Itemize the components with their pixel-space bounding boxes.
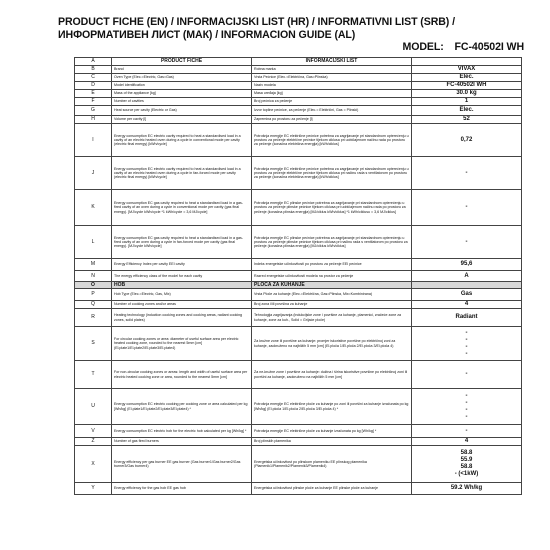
row-value: - [412, 157, 522, 190]
table-row [75, 301, 522, 309]
table-row [75, 483, 522, 495]
row-hr-text: Za kružne zone ili površine za kuhanje: promjer iskoristive površine po električnoj zoni za kuhanje, zaokruženo na najbližih 5 mm [cm] (El.ploča 1/El.ploča 2/El.ploča 3/El.ploča 4) [252, 327, 412, 361]
row-value: Radiant [412, 309, 522, 327]
row-hr-text: Vrsta Ploče za kuhanje (Elec.=Električna, Gas=Plinska, Mix=Kombinirana) [252, 289, 412, 301]
row-id: L [75, 226, 112, 259]
row-id: T [75, 361, 112, 389]
row-value: 4 [412, 301, 522, 309]
header-col-value [412, 58, 522, 66]
row-en-text: Mass of the appliance [kg] [112, 90, 252, 98]
row-hr-text: Za ne-kružne zone i površine za kuhanje: dužina i širina iskoristive površine po električnoj zoni ili površini za kuhanje, zaokruženo na najbližih 5 mm [cm] [252, 361, 412, 389]
row-en-text: Number of cooking zones and/or areas [112, 301, 252, 309]
table-header-row [75, 58, 522, 66]
row-en-text: For non-circular cooking zones or areas: length and width of useful surface area per electric heated cooking zone or area, rounded to the nearest 5mm [cm] [112, 361, 252, 389]
table-row [75, 271, 522, 282]
table-row [75, 66, 522, 74]
row-en-text: Heat source per cavity (Electric or Gas) [112, 106, 252, 116]
row-value: Gas [412, 289, 522, 301]
row-value: 4 [412, 438, 522, 446]
row-id: R [75, 309, 112, 327]
table-row [75, 106, 522, 116]
table-row [75, 425, 522, 438]
row-value [412, 282, 522, 289]
table-row [75, 98, 522, 106]
row-id: Q [75, 301, 112, 309]
table-row [75, 438, 522, 446]
row-value: - [412, 190, 522, 226]
row-en-text: Oven Type (Elec.=Electric, Gas=Gas) [112, 74, 252, 82]
table-row [75, 282, 522, 289]
table-row [75, 190, 522, 226]
row-hr-text: Tehnologija zagrijavanja (indukcijske zone i površine za kuhanje, plamenici, zračeće zone za kuhanje, zone za kuh., Solid = Grijaće ploče) [252, 309, 412, 327]
table-row [75, 116, 522, 124]
row-en-text: Energy efficiency per gas burner EE gas burner (Gas burner1/Gas burner2/Gas burner3/Gas burner4) [112, 446, 252, 483]
row-hr-text: Potrošnja energije EC plinske pećnice potrebna za zagrijavanje pri standardnom opterećenju u prostoru za pečenje plinske pećnice tijekom ciklusa pri uobičajenom načinu rada po prostoru za pečenje (konačna plinska energija) [MJ/ciklus kWh/ciklus] *1 kWh/ciklusu = 3,6 MJ/ciklus] [252, 190, 412, 226]
row-id: N [75, 271, 112, 282]
row-id: J [75, 157, 112, 190]
row-id: Y [75, 483, 112, 495]
row-en-text: Model identification [112, 82, 252, 90]
row-en-text: Number of cavities [112, 98, 252, 106]
row-id: X [75, 446, 112, 483]
row-value: 95,6 [412, 259, 522, 271]
row-value: VIVAX [412, 66, 522, 74]
row-value: - [412, 226, 522, 259]
row-en-text: Energy Efficiency Index per cavity EEI cavity [112, 259, 252, 271]
row-value: - [412, 425, 522, 438]
header-col-hr: INFORMACIJSKI LIST [252, 58, 412, 66]
table-row [75, 90, 522, 98]
row-hr-text: PLOČA ZA KUHANJE [252, 282, 412, 289]
row-en-text: Hob Type (Elec.=Electric, Gas, Mix) [112, 289, 252, 301]
row-hr-text: Potrošnja energije EC električne ploče za kuhanje po zoni ili površini za kuhanje izračunata po kg [Wh/kg] (El.ploča 1/El.ploča 2/El.ploča 3/El.ploča 4) * [252, 389, 412, 425]
header-title-line1: PRODUCT FICHE (EN) / INFORMACIJSKI LIST (HR) / INFORMATIVNI LIST (SRB) / [58, 16, 455, 28]
row-value: 59.2 Wh/kg [412, 483, 522, 495]
row-value: 1 [412, 98, 522, 106]
table-row [75, 446, 522, 483]
row-value: A [412, 271, 522, 282]
row-hr-text: Robna marka [252, 66, 412, 74]
row-id: Z [75, 438, 112, 446]
row-id: V [75, 425, 112, 438]
row-en-text: Energy efficiency for the gas hob EE gas hob [112, 483, 252, 495]
row-en-text: Energy consumption EC electric cooking per cooking zone or area calculated per kg [Wh/kg] (El.plate1/El.plate2/El.plate3/El.plate4) * [112, 389, 252, 425]
row-id: K [75, 190, 112, 226]
row-hr-text: Masa uređaja [kg] [252, 90, 412, 98]
row-id: E [75, 90, 112, 98]
row-id: G [75, 106, 112, 116]
table-row [75, 389, 522, 425]
row-hr-text: Naziv modela [252, 82, 412, 90]
row-id: M [75, 259, 112, 271]
table-row [75, 309, 522, 327]
row-hr-text: Izvor topline pećnice, za pečenje (Elec.= Električni, Gas = Plinski) [252, 106, 412, 116]
row-value: - - - - [412, 389, 522, 425]
row-hr-text: Broj pećnica za pečenje [252, 98, 412, 106]
product-fiche-table [74, 57, 522, 495]
row-id: D [75, 82, 112, 90]
row-value: 0,72 [412, 124, 522, 157]
row-value: 30.0 kg [412, 90, 522, 98]
row-en-text: Number of gas fired burners [112, 438, 252, 446]
row-en-text: Energy consumption EC electric hob for the electric hob calculated per kg [Wh/kg] * [112, 425, 252, 438]
row-id: I [75, 124, 112, 157]
row-hr-text: Potrošnja energije EC plinske pećnice potrebna za zagrijavanje pri standardnom opterećenju u prostoru za pečenje plinske pećnice tijekom ciklusa pri načinu rada s ventilatorom po prostoru za pečenje (konačna plinska energija) [MJ/ciklus kWh/ciklus] [252, 226, 412, 259]
row-en-text: Heating technology (induction cooking zones and cooking areas, radiant cooking zones, solid plates) [112, 309, 252, 327]
row-id: H [75, 116, 112, 124]
row-en-text: Energy consumption EC gas cavity required to heat a standardised load in a gas-fired cavity of an oven during a cycle in conventional mode per cavity (gas final energy). [MJ/cycle kWh/cycle *1 kWh/cycle = 3,6 MJ/cycle] [112, 190, 252, 226]
table-row [75, 226, 522, 259]
row-hr-text: Potrošnja energije EC električne pećnice potrebna za zagrijavanje pri standardnom opterećenju u prostoru za pečenje električne pećnice tijekom ciklusa pri načinu rada s ventilatorom po prostoru za pečenje (konačna električna energija) [kWh/ciklus] [252, 157, 412, 190]
document-header [58, 16, 528, 54]
row-id: U [75, 389, 112, 425]
row-id: S [75, 327, 112, 361]
row-en-text: Energy consumption EC gas cavity required to heat a standardised load in a gas-fired cavity of an oven during a cycle in fan-forced mode per cavity (gas final energy). [MJ/cycle kWh/cycle] [112, 226, 252, 259]
model-line [58, 41, 528, 54]
row-value: - - - - [412, 327, 522, 361]
row-en-text: Volume per cavity [l] [112, 116, 252, 124]
table-row [75, 157, 522, 190]
model-label: MODEL: [402, 41, 444, 54]
row-hr-text: Broj zona i/ili površina za kuhanje [252, 301, 412, 309]
row-value: 52 [412, 116, 522, 124]
row-hr-text: Razred energetske učinkovitosti modela na prostor za pečenje [252, 271, 412, 282]
row-en-text: For circular cooking zones or area: diameter of useful surface area per electric heated cooking zone, rounded to the nearest 5mm [cm] (El.plate1/El.plate2/El.plate3/El.plate4) [112, 327, 252, 361]
row-id: B [75, 66, 112, 74]
table-row [75, 259, 522, 271]
row-id: O [75, 282, 112, 289]
row-value: Elec. [412, 106, 522, 116]
model-value: FC-40502I WH [454, 41, 524, 54]
row-en-text: Energy consumption EC electric cavity required to heat a standardised load in a cavity of an electric heated oven during a cycle in conventional mode per cavity (electric final energy) [kWh/cycle] [112, 124, 252, 157]
row-hr-text: Potrošnja energije EC električne pećnice potrebna za zagrijavanje pri standardnom opterećenju u prostoru za pečenje električne pećnice tijekom ciklusa pri uobičajenom načinu rada po prostoru za pečenje (konačna električna energija) [kWh/ciklus] [252, 124, 412, 157]
row-hr-text: Zapremina po prostoru za pečenje [l] [252, 116, 412, 124]
table-row [75, 82, 522, 90]
header-col-id: A [75, 58, 112, 66]
row-hr-text: Broj plinskih plamenika [252, 438, 412, 446]
table-row [75, 361, 522, 389]
row-hr-text: Potrošnja energije EC električne ploče za kuhanje izračunata po kg [Wh/kg] * [252, 425, 412, 438]
row-en-text: HOB [112, 282, 252, 289]
row-hr-text: Energetska učinkovitost po plinskom plameniku EE plinskog plamenika (Plamenik1/Plamenik2/Plamenik3/Plamenik4) [252, 446, 412, 483]
row-value: - [412, 361, 522, 389]
row-hr-text: Vrsta Pećnice (Elec.=Električna, Gas=Plinska) [252, 74, 412, 82]
row-value: FC-40502I WH [412, 82, 522, 90]
table-row [75, 74, 522, 82]
row-en-text: The energy efficiency class of the model for each cavity [112, 271, 252, 282]
row-hr-text: Energetska učinkovitost plinske ploče za kuhanje EE plinske ploče za kuhanje [252, 483, 412, 495]
header-col-en: PRODUCT FICHE [112, 58, 252, 66]
row-id: P [75, 289, 112, 301]
row-value: 58.8 55.9 58.8 - (<1kW) [412, 446, 522, 483]
header-title-line2: ИНФОРМАТИВЕН ЛИСТ (МАК) / INFORMACION GUIDE (AL) [58, 28, 356, 41]
table-row [75, 289, 522, 301]
row-id: F [75, 98, 112, 106]
row-hr-text: Indeks energetske učinkovitosti po prostoru za pečenje EEI pećnice [252, 259, 412, 271]
row-en-text: Energy consumption EC electric cavity required to heat a standardised load in a cavity of an electric heated oven during a cycle in fan-forced mode per cavity (electric final energy) [kWh/cycle] [112, 157, 252, 190]
row-id: C [75, 74, 112, 82]
table-row [75, 327, 522, 361]
table-row [75, 124, 522, 157]
row-en-text: Brand [112, 66, 252, 74]
row-value: Elec. [412, 74, 522, 82]
